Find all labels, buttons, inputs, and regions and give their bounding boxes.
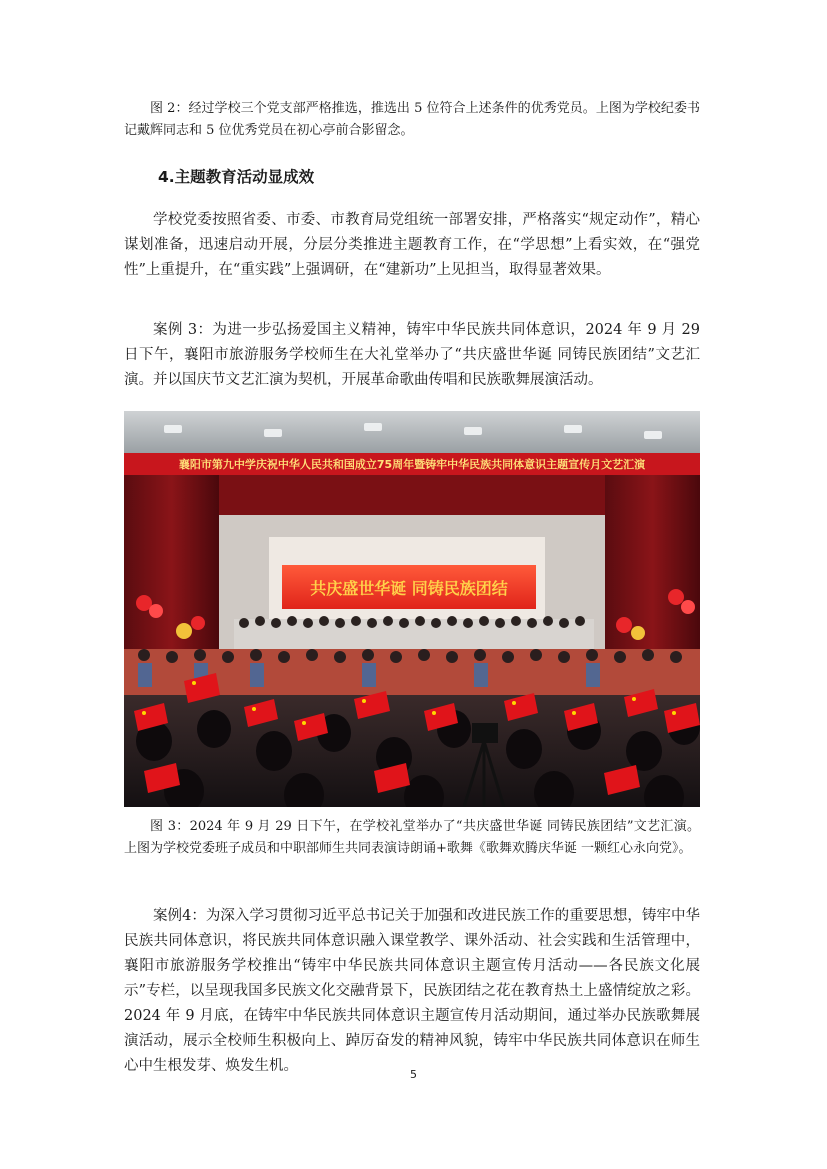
figure-2-caption: 图 2：经过学校三个党支部严格推选，推选出 5 位符合上述条件的优秀党员。上图为学校纪委书记戴辉同志和 5 位优秀党员在初心亭前合影留念。: [124, 101, 700, 138]
figure-3-caption: 图 3：2024 年 9 月 29 日下午，在学校礼堂举办了“共庆盛世华诞 同铸民族团结”文艺汇演。上图为学校党委班子成员和中职部师生共同表演诗朗诵+歌舞《歌舞欢腾庆华诞 一颗红心永向党》。: [124, 819, 700, 856]
case-3-paragraph: 案例 3：为进一步弘扬爱国主义精神，铸牢中华民族共同体意识，2024 年 9 月 29 日下午，襄阳市旅游服务学校师生在大礼堂举办了“共庆盛世华诞 同铸民族团结”文艺汇演。并以国庆节文艺汇演为契机，开展革命歌曲传唱和民族歌舞展演活动。: [124, 322, 700, 388]
banner-text: 襄阳市第九中学庆祝中华人民共和国成立75周年暨铸牢中华民族共同体意识主题宣传月文艺汇演: [178, 458, 646, 471]
page-number: 5: [410, 1068, 417, 1081]
performance-photo: [124, 411, 700, 807]
section-heading: 4.主题教育活动显成效: [158, 168, 315, 186]
intro-paragraph: 学校党委按照省委、市委、市教育局党组统一部署安排，严格落实“规定动作”，精心谋划准备，迅速启动开展，分层分类推进主题教育工作，在“学思想”上看实效，在“强党性”上重提升，在“重实践”上强调研，在“建新功”上见担当，取得显著效果。: [124, 212, 700, 278]
ceiling: [124, 411, 700, 453]
screen-text: 共庆盛世华诞 同铸民族团结: [310, 579, 508, 598]
case-4-paragraph: 案例4：为深入学习贯彻习近平总书记关于加强和改进民族工作的重要思想，铸牢中华民族共同体意识，将民族共同体意识融入课堂教学、课外活动、社会实践和生活管理中，襄阳市旅游服务学校推出“铸牢中华民族共同体意识主题宣传月活动——各民族文化展示”专栏，以呈现我国多民族文化交融背景下，民族团结之花在教育热土上盛情绽放之彩。2024 年 9 月底，在铸牢中华民族共同体意识主题宣传月活动期间，通过举办民族歌舞展演活动，展示全校师生积极向上、踔厉奋发的精神风貌，铸牢中华民族共同体意识在师生心中生根发芽、焕发生机。: [124, 908, 700, 1074]
